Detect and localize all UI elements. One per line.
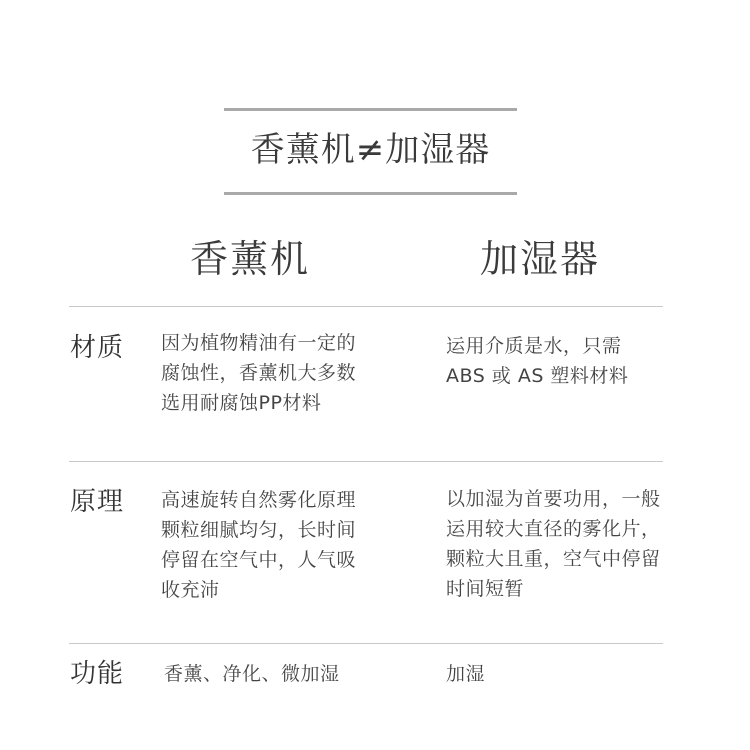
cell-line: 加湿 <box>446 663 486 685</box>
cell-line: 因为植物精油有一定的 <box>161 332 357 354</box>
page-title: 香薰机≠加湿器 <box>250 130 491 170</box>
cell-line: 运用较大直径的雾化片， <box>446 518 661 540</box>
cell-line: 以加湿为首要功用，一般 <box>446 488 661 510</box>
cell-line: 停留在空气中，人气吸 <box>161 549 357 571</box>
title-top-rule <box>224 108 517 111</box>
row-label-material: 材质 <box>70 333 125 363</box>
cell-line: ABS 或 AS 塑料材料 <box>446 365 629 387</box>
cell-line: 香薰、净化、微加湿 <box>164 663 340 685</box>
cell-function-aroma-diffuser <box>164 659 340 689</box>
title-bottom-rule <box>224 192 517 195</box>
column-header-aroma-diffuser: 香薰机 <box>190 237 311 281</box>
cell-line: 腐蚀性，香薰机大多数 <box>161 362 357 384</box>
cell-line: 高速旋转自然雾化原理 <box>161 489 357 511</box>
row-label-principle: 原理 <box>70 487 125 517</box>
column-header-humidifier: 加湿器 <box>480 237 601 281</box>
row-divider <box>69 643 663 644</box>
row-divider <box>69 306 663 307</box>
cell-line: 颗粒细腻均匀，长时间 <box>161 519 357 541</box>
cell-line: 颗粒大且重，空气中停留 <box>446 548 661 570</box>
cell-line: 运用介质是水，只需 <box>446 335 622 357</box>
cell-material-humidifier <box>446 331 628 391</box>
row-label-function: 功能 <box>70 659 125 689</box>
cell-line: 选用耐腐蚀PP材料 <box>161 392 322 414</box>
cell-line: 时间短暂 <box>446 578 525 600</box>
cell-function-humidifier <box>446 659 485 689</box>
cell-line: 收充沛 <box>161 579 220 601</box>
row-divider <box>69 461 663 462</box>
cell-principle-aroma-diffuser <box>161 485 356 605</box>
cell-principle-humidifier <box>446 484 661 604</box>
cell-material-aroma-diffuser <box>161 328 356 418</box>
